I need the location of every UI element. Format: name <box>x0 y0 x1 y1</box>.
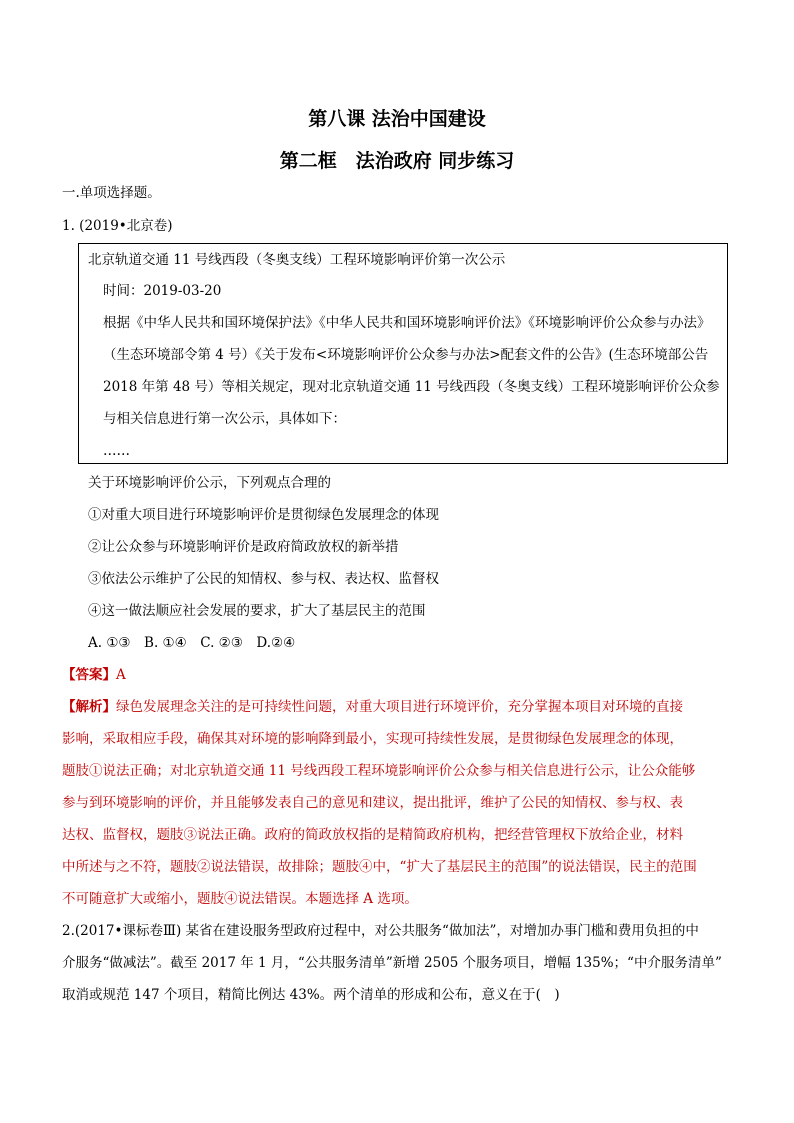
answer-value: A <box>116 667 126 683</box>
answer-line <box>62 665 126 685</box>
part-heading: 一.单项选择题。 <box>62 185 161 201</box>
notice-body-line: 根据《中华人民共和国环境保护法》《中华人民共和国环境影响评价法》《环境影响评价公众参与办法》 <box>103 315 711 331</box>
notice-heading: 北京轨道交通 11 号线西段（冬奥支线）工程环境影响评价第一次公示 <box>88 252 506 268</box>
question-2-line: 取消或规范 147 个项目，精简比例达 43%。两个清单的形成和公布，意义在于( ) <box>62 987 560 1003</box>
notice-body-line: 与相关信息进行第一次公示，具体如下： <box>103 411 346 427</box>
notice-time: 时间：2019-03-20 <box>103 283 222 299</box>
question-2-line: 2.(2017•课标卷Ⅲ) 某省在建设服务型政府过程中，对公共服务“做加法”，对增加办事门槛和费用负担的中 <box>62 923 699 939</box>
option-item: ①对重大项目进行环境影响评价是贯彻绿色发展理念的体现 <box>88 507 439 523</box>
analysis-label: 【解析】 <box>62 699 116 715</box>
analysis-line: 题肢①说法正确；对北京轨道交通 11 号线西段工程环境影响评价公众参与相关信息进行公示，让公众能够 <box>62 763 696 779</box>
notice-ellipsis: …… <box>103 443 130 459</box>
option-item: ③依法公示维护了公民的知情权、参与权、表达权、监督权 <box>88 571 439 587</box>
question-1-stem: 关于环境影响评价公示，下列观点合理的 <box>88 475 331 491</box>
notice-body-line: （生态环境部令第 4 号）《关于发布<环境影响评价公众参与办法>配套文件的公告》(生态环境部公告 <box>103 347 709 363</box>
notice-body-line: 2018 年第 48 号）等相关规定，现对北京轨道交通 11 号线西段（冬奥支线）工程环境影响评价公众参 <box>103 379 720 395</box>
lesson-title: 第八课 法治中国建设 <box>308 108 486 130</box>
analysis-line: 参与到环境影响的评价，并且能够发表自己的意见和建议，提出批评，维护了公民的知情权、参与权、表 <box>62 795 683 811</box>
answer-choices: A. ①③ B. ①④ C. ②③ D.②④ <box>88 635 296 651</box>
option-item: ②让公众参与环境影响评价是政府简政放权的新举措 <box>88 539 399 555</box>
question-2-line: 介服务“做减法”。截至 2017 年 1 月，“公共服务清单”新增 2505 个服务项目，增幅 135%；“中介服务清单” <box>62 955 722 971</box>
question-1-number: 1. (2019•北京卷) <box>62 218 173 234</box>
analysis-line: 中所述与之不符，题肢②说法错误，故排除；题肢④中，“扩大了基层民主的范围”的说法错误，民主的范围 <box>62 859 697 875</box>
analysis-line: 不可随意扩大或缩小，题肢④说法错误。本题选择 A 选项。 <box>62 891 418 907</box>
option-item: ④这一做法顺应社会发展的要求，扩大了基层民主的范围 <box>88 603 426 619</box>
analysis-text: 绿色发展理念关注的是可持续性问题，对重大项目进行环境评价，充分掌握本项目对环境的直接 <box>116 699 683 715</box>
analysis-line <box>62 697 683 717</box>
analysis-line: 达权、监督权，题肢③说法正确。政府的简政放权指的是精简政府机构，把经营管理权下放给企业，材料 <box>62 827 683 843</box>
answer-label: 【答案】 <box>62 667 116 683</box>
section-title: 第二框 法治政府 同步练习 <box>279 150 515 172</box>
analysis-line: 影响，采取相应手段，确保其对环境的影响降到最小，实现可持续性发展，是贯彻绿色发展理念的体现， <box>62 731 683 747</box>
